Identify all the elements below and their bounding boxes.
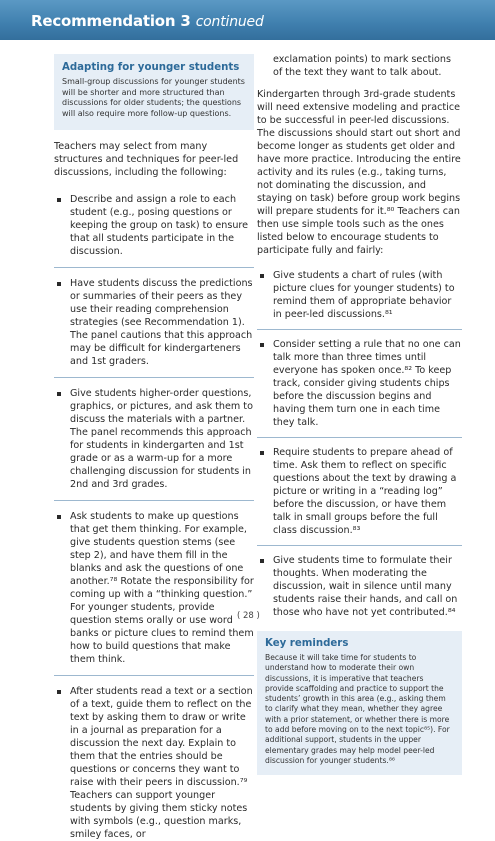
list-item-text: Have students discuss the predictions or summaries of their peers as they use their reading comprehension strategies (see Recommendation 1). The panel cautions that this approach may be difficult for kindergarteners and 1st graders.	[70, 277, 253, 367]
tools-list	[257, 269, 462, 321]
tools-list	[257, 446, 462, 537]
continued-label: continued	[195, 14, 264, 30]
page-number: ( 28 )	[237, 611, 260, 621]
bullet-icon	[260, 559, 264, 563]
list-item-text: Ask students to make up questions that get them thinking. For example, give students question stems (see step 2), and have them fill in the blanks and ask the questions of one another.⁷⁸ Rotate the responsibility for coming up with a “thinking question.” For younger students, provide question stems orally or use word banks or picture clues to remind them how to build questions that make them think.	[70, 510, 254, 665]
list-item-text: After students read a text or a section of a text, guide them to reflect on the text by asking them to draw or write in a journal as preparation for a discussion the next day. Explain to them that the entries should be questions or concerns they want to raise with their peers in discussion.⁷⁹ Teachers can support younger students by giving them sticky notes with symbols (e.g., question marks, smiley faces, or	[70, 685, 253, 840]
younger-students-heading: Adapting for younger students	[62, 62, 240, 73]
bullet-icon	[57, 282, 61, 286]
structures-list	[54, 387, 254, 491]
bullet-icon	[57, 198, 61, 202]
left-column	[54, 54, 254, 841]
structures-list	[54, 277, 254, 368]
divider	[257, 545, 462, 546]
bullet-icon	[57, 690, 61, 694]
list-item	[54, 685, 254, 841]
list-item-text: Require students to prepare ahead of time. Ask them to reflect on specific questions about the text by drawing a picture or writing in a “reading log” before the discussion, or have them talk in small groups before the full class discussion.⁸³	[273, 447, 457, 536]
divider	[54, 267, 254, 268]
page-title	[31, 12, 264, 30]
divider	[257, 329, 462, 330]
list-item	[54, 193, 254, 258]
continuation-text: exclamation points) to mark sections of the text they want to talk about.	[273, 54, 451, 78]
bullet-icon	[260, 343, 264, 347]
key-reminders-box	[257, 631, 462, 775]
list-item	[257, 554, 462, 619]
tools-list	[257, 338, 462, 429]
page-header	[0, 0, 495, 40]
list-item	[257, 269, 462, 321]
list-item	[257, 338, 462, 429]
bullet-icon	[57, 515, 61, 519]
list-item-text: Describe and assign a role to each student (e.g., posing questions or keeping the group on task) to ensure that all students participate in the discussion.	[70, 193, 249, 257]
bullet-icon	[57, 392, 61, 396]
divider	[54, 500, 254, 501]
list-item-text: Give students a chart of rules (with picture clues for younger students) to remind them of appropriate behavior in peer-led discussions.⁸¹	[273, 270, 455, 320]
list-item-text: Give students time to formulate their thoughts. When moderating the discussion, wait in silence until many students raise their hands, and call on those who have not yet contributed.⁸⁴	[273, 555, 458, 618]
list-item-text: Give students higher-order questions, graphics, or pictures, and ask them to discuss the materials with a partner. The panel recommends this approach for students in kindergarten and 1st grade or as a warm-up for a more challenging discussion for students in 2nd and 3rd grades.	[70, 387, 253, 490]
right-column	[257, 53, 462, 775]
tools-list	[257, 554, 462, 619]
divider	[54, 377, 254, 378]
list-item	[54, 510, 254, 666]
bullet-icon	[260, 451, 264, 455]
divider	[257, 437, 462, 438]
kindergarten-paragraph: Kindergarten through 3rd-grade students will need extensive modeling and practice to be successful in peer-led discussions. The discussions should start out short and become longer as students get older and have more practice. Introducing the entire activity and its rules (e.g., taking turns, not dominating the discussion, and staying on task) before group work begins will prepare students for it.⁸⁰ Teachers can then use simple tools such as the ones listed below to encourage students to participate fully and fairly:	[257, 89, 461, 256]
list-item	[54, 387, 254, 491]
structures-list	[54, 510, 254, 666]
key-reminders-heading: Key reminders	[265, 638, 349, 649]
list-item	[257, 446, 462, 537]
younger-students-box	[54, 54, 254, 130]
intro-paragraph: Teachers may select from many structures and techniques for peer-led discussions, including the following:	[54, 140, 239, 178]
recommendation-title: Recommendation 3	[31, 12, 191, 30]
structures-list	[54, 685, 254, 841]
divider	[54, 675, 254, 676]
bullet-icon	[260, 274, 264, 278]
structures-list	[54, 193, 254, 258]
list-item-text: Consider setting a rule that no one can talk more than three times until everyone has spoken once.⁸² To keep track, consider giving students chips before the discussion begins and having them turn one in each time they talk.	[273, 339, 461, 428]
younger-students-text: Small-group discussions for younger students will be shorter and more structured than discussions for older students; the questions will also require more follow-up questions.	[62, 77, 245, 119]
list-item	[54, 277, 254, 368]
key-reminders-text: Because it will take time for students to understand how to moderate their own discussions, it is imperative that teachers provide scaffolding and practice to support the students’ growth in this area (e.g., asking them to clarify what they mean, whether they agree with a prior statement, or whether there is more to add before moving on to the next topic⁸⁵). For additional support, students in the upper elementary grades may help model peer-led discussion for younger students.⁸⁶	[265, 653, 450, 765]
